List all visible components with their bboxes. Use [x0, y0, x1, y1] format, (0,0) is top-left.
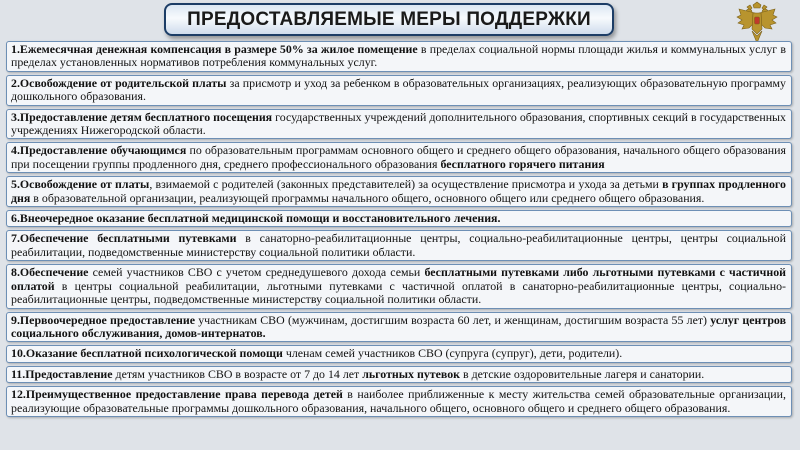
- title-banner: [164, 3, 614, 36]
- measure-item-2: 2.Освобождение от родительской платы за присмотр и уход за ребенком в образовательных организациях, реализующих образовательную программу дошкольного образования.: [6, 75, 792, 106]
- measure-item-3: 3.Предоставление детям бесплатного посещения государственных учреждений дополнительного образования, спортивных секций в государственных учреждениях Нижегородской области.: [6, 109, 792, 140]
- page-title: ПРЕДОСТАВЛЯЕМЫЕ МЕРЫ ПОДДЕРЖКИ: [187, 8, 591, 30]
- measure-item-8: 8.Обеспечение семей участников СВО с учетом среднедушевого дохода семьи бесплатными путевками либо льготными путевками с частичной оплатой в центры социальной реабилитации, льготными путевками с частичной оплатой в санаторно-реабилитационные центры, социально-реабилитационные центры, подведомственные министерству социальной политики области.: [6, 264, 792, 308]
- measure-item-10: 10.Оказание бесплатной психологической помощи членам семей участников СВО (супруга (супруг), дети, родители).: [6, 345, 792, 362]
- measure-item-6: 6.Внеочередное оказание бесплатной медицинской помощи и восстановительного лечения.: [6, 210, 792, 227]
- measure-item-9: 9.Первоочередное предоставление участникам СВО (мужчинам, достигшим возраста 60 лет, и женщинам, достигшим возраста 55 лет) услуг центров социального обслуживания, домов-интернатов.: [6, 312, 792, 343]
- measure-item-7: 7.Обеспечение бесплатными путевками в санаторно-реабилитационные центры, социально-реабилитационные центры, центры социальной реабилитации, подведомственные министерству социальной политики области.: [6, 230, 792, 261]
- measure-item-5: 5.Освобождение от платы, взимаемой с родителей (законных представителей) за осуществление присмотра и ухода за детьми в группах продленного дня в образовательной организации, реализующей программы начального общего, основного общего или среднего общего образования.: [6, 176, 792, 207]
- measure-item-12: 12.Преимущественное предоставление права перевода детей в наиболее приближенные к месту жительства семей образовательные организации, реализующие образовательные программы дошкольного образования, начального общего, основного общего и среднего общего образования.: [6, 386, 792, 417]
- double-headed-eagle-icon: [735, 1, 779, 45]
- measure-item-4: 4.Предоставление обучающимся по образовательным программам основного общего и среднего общего образования, начального общего образования при посещении группы продленного дня, среднего профессионального образования бесплатного горячего питания: [6, 142, 792, 173]
- measures-list: [6, 41, 792, 417]
- measure-item-11: 11.Предоставление детям участников СВО в возрасте от 7 до 14 лет льготных путевок в детские оздоровительные лагеря и санатории.: [6, 366, 792, 383]
- measure-item-1: 1.Ежемесячная денежная компенсация в размере 50% за жилое помещение в пределах социальной нормы площади жилья и коммунальных услуг в пределах установленных нормативов потребления коммунальных услуг.: [6, 41, 792, 72]
